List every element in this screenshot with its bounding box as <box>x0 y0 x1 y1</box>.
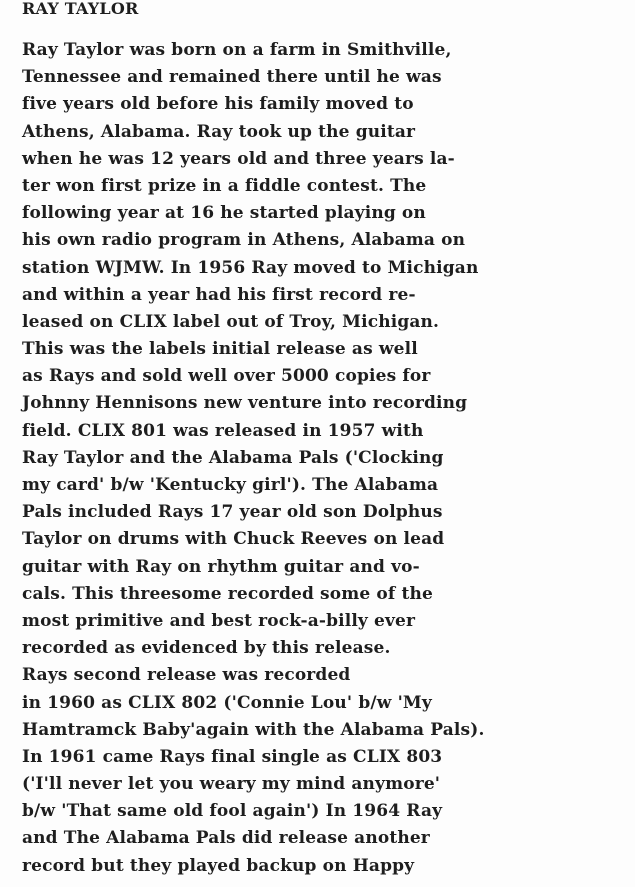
text-line: ter won first prize in a fiddle contest. The <box>22 175 427 196</box>
text-line: Athens, Alabama. Ray took up the guitar <box>22 121 416 142</box>
text-line: Tennessee and remained there until he was <box>22 67 442 88</box>
text-line: cals. This threesome recorded some of the <box>22 583 433 604</box>
text-line: b/w 'That same old fool again') In 1964 Ray <box>22 801 443 822</box>
text-line: Ray Taylor and the Alabama Pals ('Clocking <box>22 447 444 468</box>
text-line: Ray Taylor was born on a farm in Smithville, <box>22 40 452 60</box>
text-line: Taylor on drums with Chuck Reeves on lead <box>22 529 445 550</box>
text-line: as Rays and sold well over 5000 copies for <box>22 366 431 387</box>
text-line: This was the labels initial release as well <box>22 339 418 360</box>
text-line: his own radio program in Athens, Alabama on <box>22 230 466 251</box>
text-line: my card' b/w 'Kentucky girl'). The Alabama <box>22 475 439 495</box>
text-line: five years old before his family moved to <box>22 94 414 115</box>
text-line: most primitive and best rock-a-billy ever <box>22 610 416 631</box>
text-line: Johnny Hennisons new venture into recording <box>22 393 468 414</box>
text-line: guitar with Ray on rhythm guitar and vo- <box>22 556 420 577</box>
text-line: record but they played backup on Happy <box>22 855 415 876</box>
text-line: field. CLIX 801 was released in 1957 with <box>22 420 424 441</box>
text-line: leased on CLIX label out of Troy, Michigan. <box>22 311 440 332</box>
text-line: recorded as evidenced by this release. <box>22 638 391 659</box>
text-line: In 1961 came Rays final single as CLIX 803 <box>22 746 443 767</box>
text-line: following year at 16 he started playing on <box>22 203 426 224</box>
text-line: when he was 12 years old and three years la- <box>22 148 455 169</box>
text-line: and The Alabama Pals did release another <box>22 828 430 849</box>
text-line: Rays second release was recorded <box>22 665 351 686</box>
text-line: station WJMW. In 1956 Ray moved to Michigan <box>22 257 479 278</box>
document-title: RAY TAYLOR <box>22 0 139 18</box>
text-line: in 1960 as CLIX 802 ('Connie Lou' b/w 'My <box>22 692 432 713</box>
body-text <box>22 37 622 880</box>
text-line: ('I'll never let you weary my mind anymore' <box>22 774 441 795</box>
text-line: Pals included Rays 17 year old son Dolphus <box>22 502 443 523</box>
text-line: Hamtramck Baby'again with the Alabama Pals). <box>22 719 485 740</box>
text-line: and within a year had his first record re- <box>22 284 416 305</box>
